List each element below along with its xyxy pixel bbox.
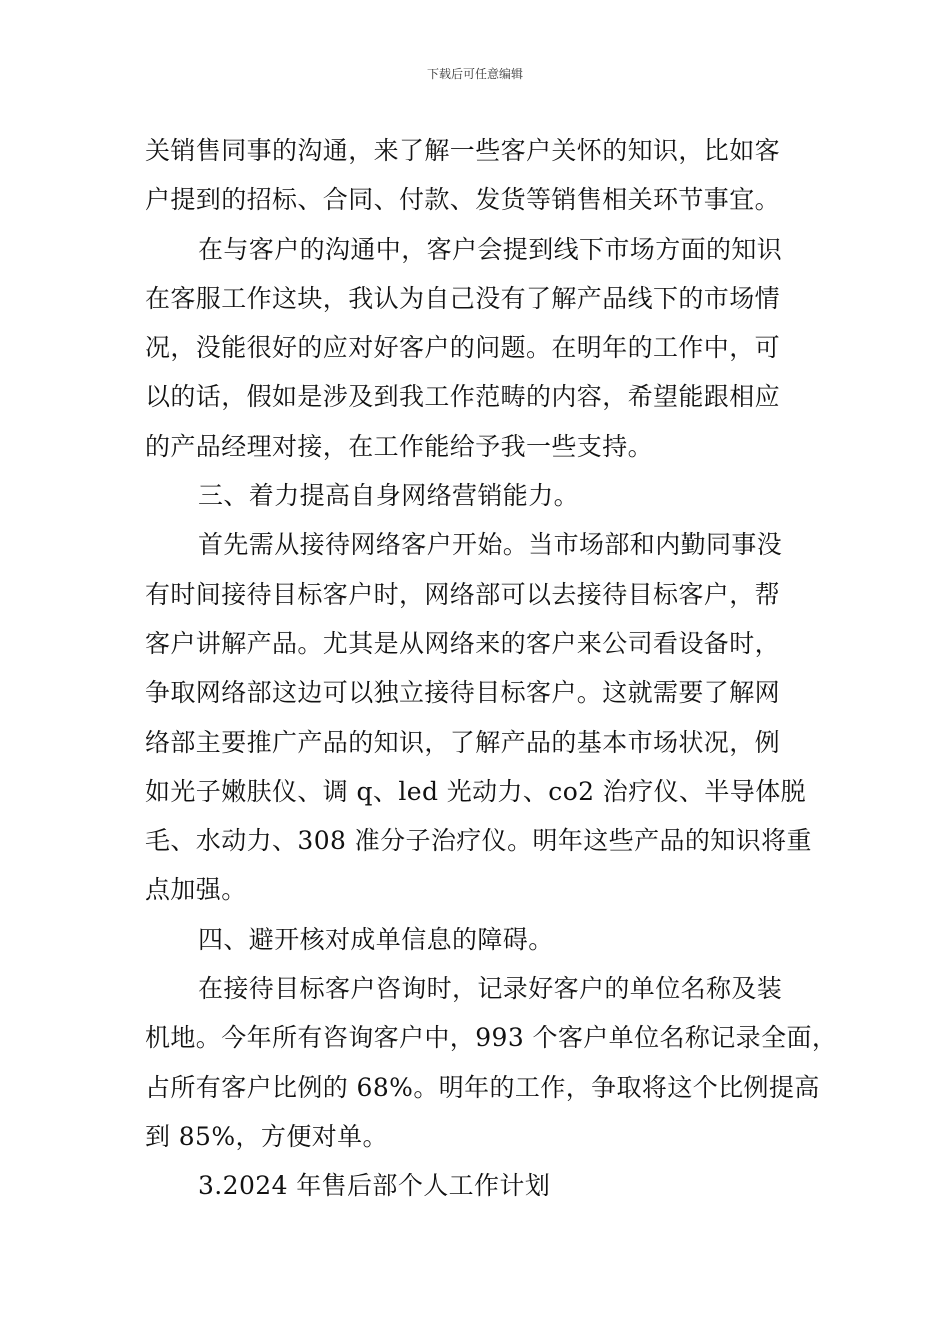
text-line: 况，没能很好的应对好客户的问题。在明年的工作中，可 bbox=[145, 333, 781, 363]
text-line: 点加强。 bbox=[145, 875, 247, 905]
page-header: 下载后可任意编辑 bbox=[426, 67, 523, 81]
text-line: 客户讲解产品。尤其是从网络来的客户来公司看设备时， bbox=[145, 628, 781, 658]
text-line: 占所有客户比例的 68%。明年的工作，争取将这个比例提高 bbox=[145, 1072, 820, 1102]
text-line: 的产品经理对接，在工作能给予我一些支持。 bbox=[145, 431, 654, 461]
text-line: 毛、水动力、308 准分子治疗仪。明年这些产品的知识将重 bbox=[145, 826, 812, 856]
text-line: 有时间接待目标客户时，网络部可以去接待目标客户，帮 bbox=[145, 579, 781, 609]
text-line: 在客服工作这块，我认为自己没有了解产品线下的市场情 bbox=[145, 283, 781, 313]
body-text bbox=[145, 126, 838, 1211]
text-line: 络部主要推广产品的知识，了解产品的基本市场状况，例 bbox=[145, 727, 781, 757]
paragraph-start-line: 在接待目标客户咨询时，记录好客户的单位名称及装 bbox=[198, 974, 783, 1004]
paragraph-start-line: 首先需从接待网络客户开始。当市场部和内勤同事没 bbox=[198, 530, 783, 560]
text-line: 争取网络部这边可以独立接待目标客户。这就需要了解网 bbox=[145, 678, 781, 708]
text-line: 机地。今年所有咨询客户中，993 个客户单位名称记录全面， bbox=[145, 1023, 838, 1053]
section-heading-3: 三、着力提高自身网络营销能力。 bbox=[198, 481, 580, 511]
text-line: 到 85%，方便对单。 bbox=[145, 1121, 388, 1151]
text-line: 以的话，假如是涉及到我工作范畴的内容，希望能跟相应 bbox=[145, 382, 781, 412]
section-heading-4: 四、避开核对成单信息的障碍。 bbox=[198, 924, 554, 954]
plan-title-line: 3.2024 年售后部个人工作计划 bbox=[198, 1171, 551, 1201]
paragraph-start-line: 在与客户的沟通中，客户会提到线下市场方面的知识 bbox=[198, 234, 783, 264]
text-line: 关销售同事的沟通，来了解一些客户关怀的知识，比如客 bbox=[145, 136, 781, 165]
text-line: 户提到的招标、合同、付款、发货等销售相关环节事宜。 bbox=[145, 185, 781, 215]
text-line: 如光子嫩肤仪、调 q、led 光动力、co2 治疗仪、半导体脱 bbox=[145, 776, 806, 806]
